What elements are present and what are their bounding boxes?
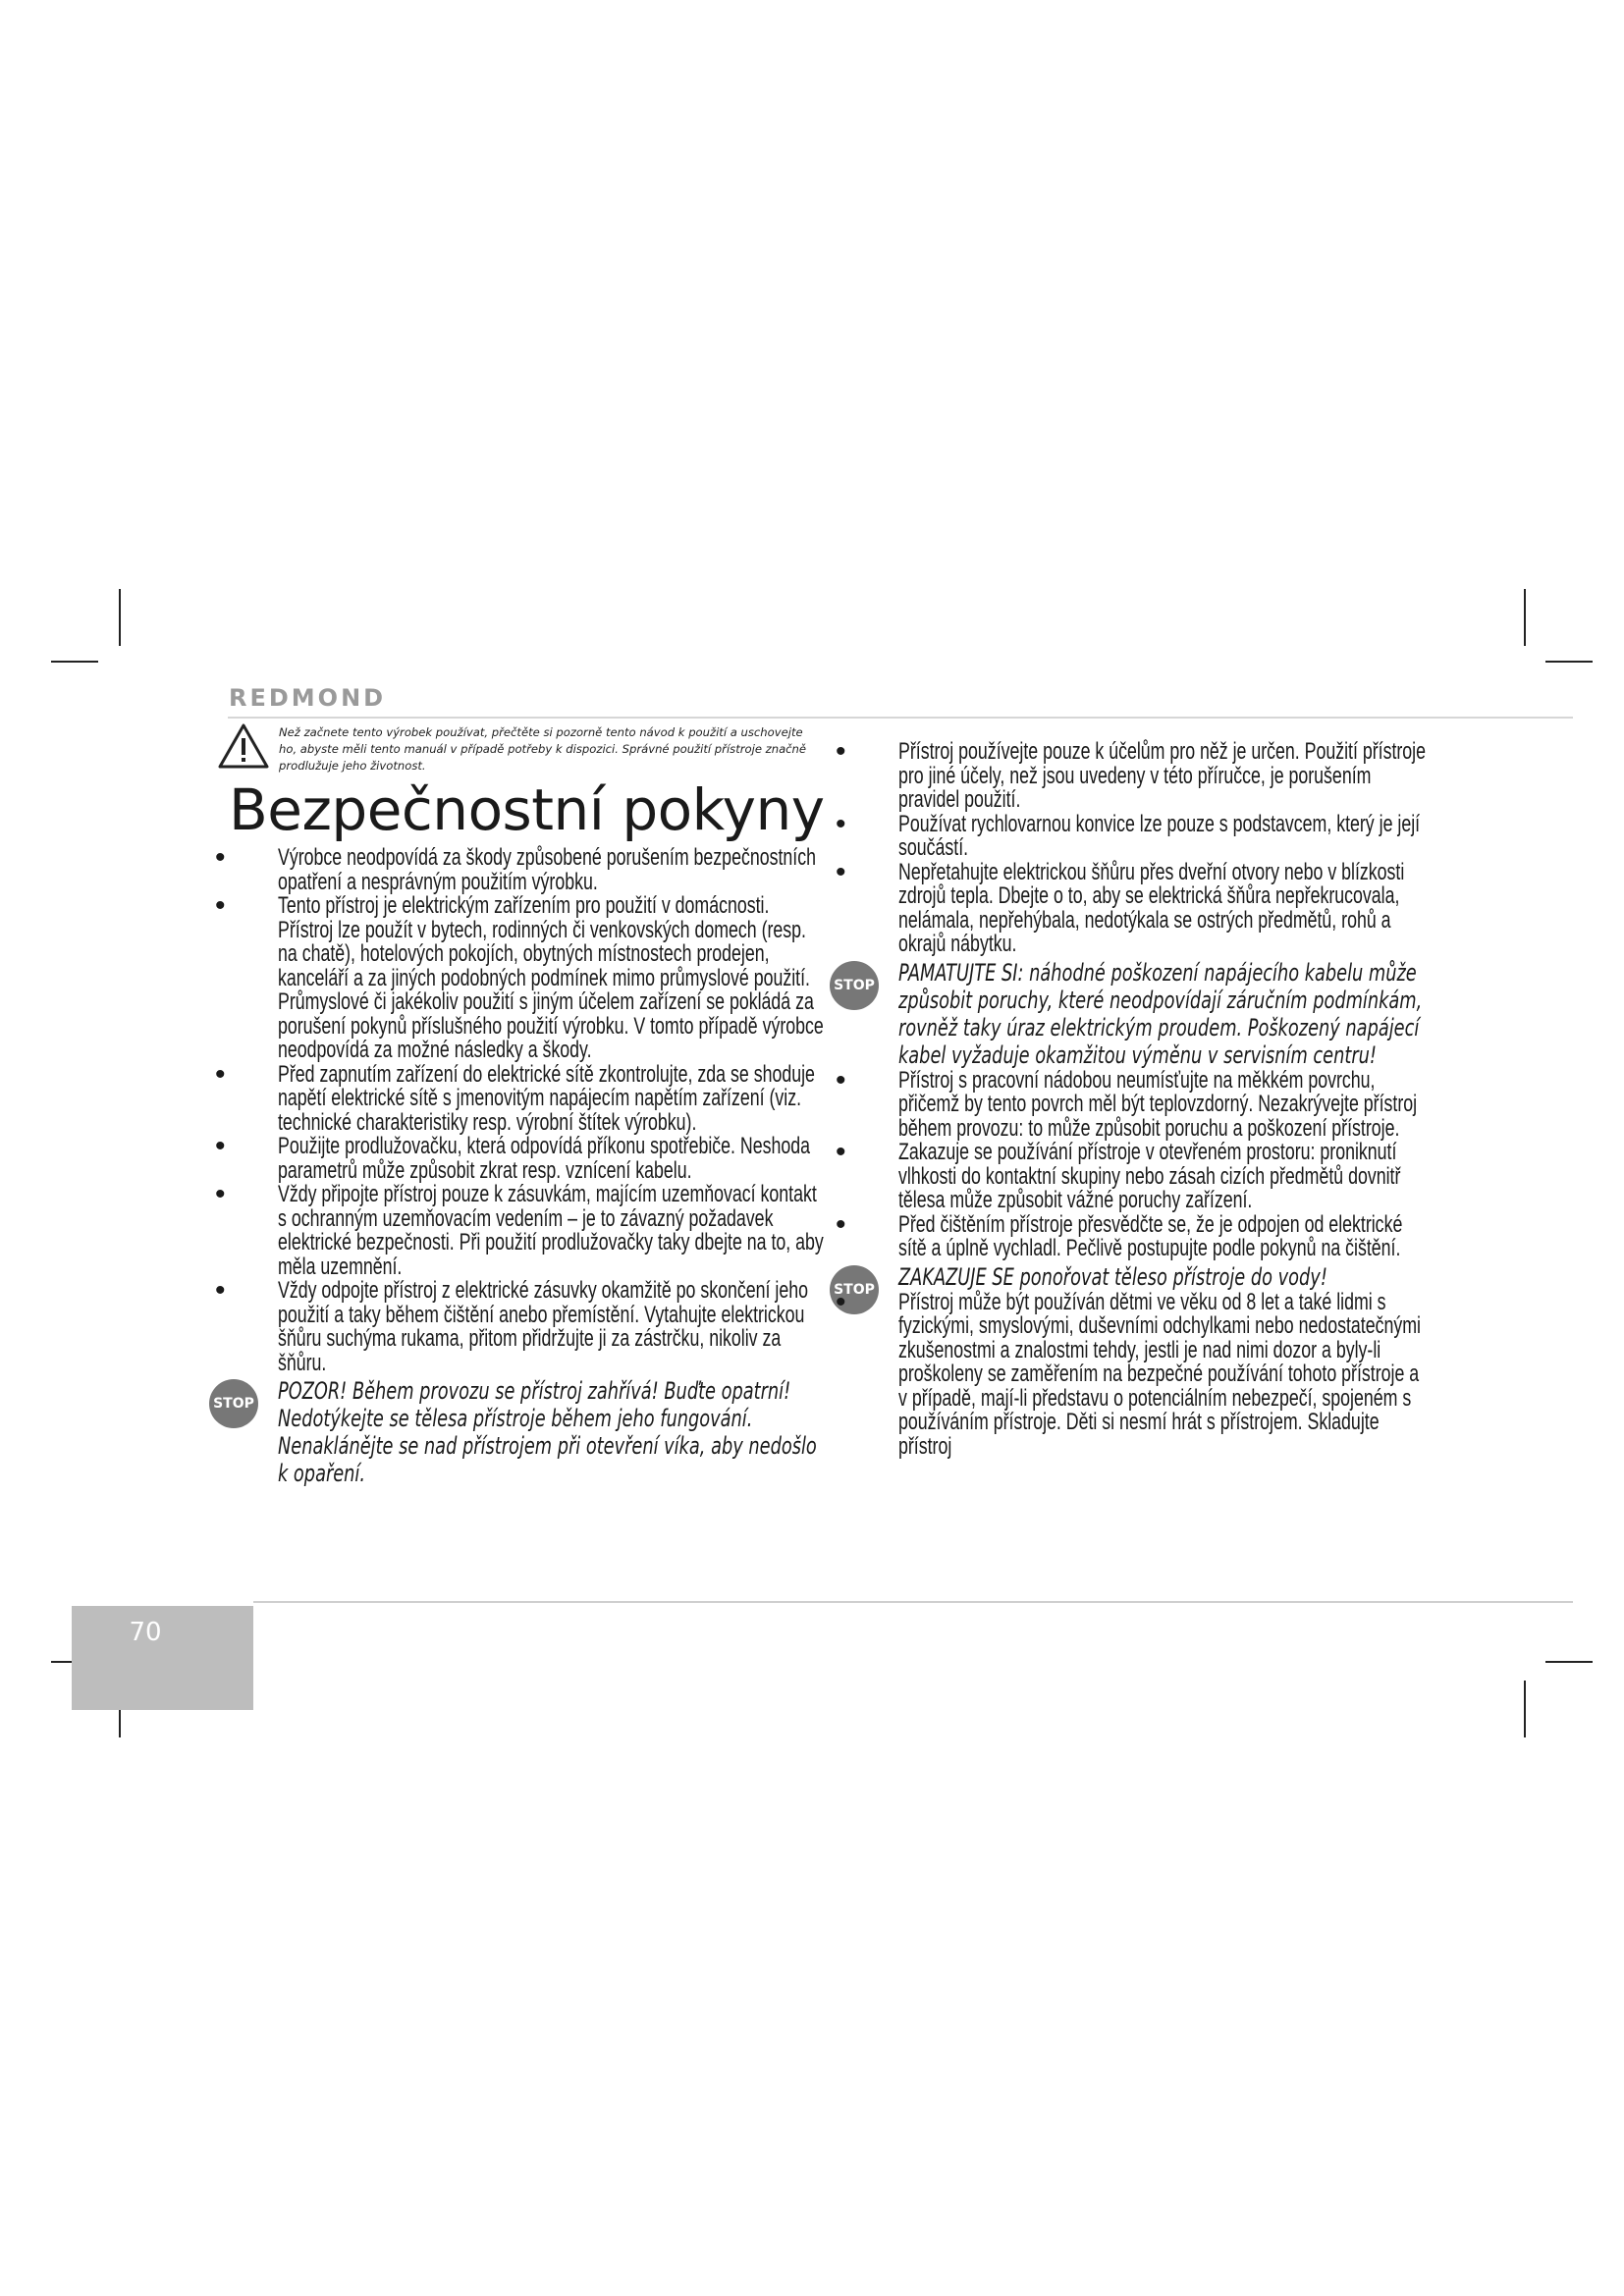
warning-triangle-icon xyxy=(218,722,269,770)
list-item: • Přístroj může být používán dětmi ve věku od 8 let a také lidmi s fyzickými, smyslovými, duševními odchylkami nebo nedostatečnými zkušenostmi a znalostmi tehdy, jestli je nad nimi dozor a byly-li proškoleny se zaměřením na bezpečné používání tohoto přístroje a v případě, mají-li představu o potenciálním nebezpečí, spojeném s používáním přístroje. Děti si nesmí hrát s přístrojem. Skladujte přístroj xyxy=(830,1291,1431,1460)
crop-mark xyxy=(119,589,121,646)
right-column xyxy=(830,740,1431,1459)
list-item: • Přístroj s pracovní nádobou neumísťujte na měkkém povrchu, přičemž by tento povrch měl být teplovzdorný. Nezakrývejte přístroj během provozu: to může způsobit poruchu a poškození přístroje. xyxy=(830,1069,1431,1142)
page-number-box xyxy=(72,1606,253,1710)
crop-mark xyxy=(1524,1681,1526,1737)
brand-logo: REDMOND xyxy=(229,684,387,712)
intro-note: Než začnete tento výrobek používat, přečtěte si pozorně tento návod k použití a uschovejte ho, abyste měli tento manuál v případě potřeby k dispozici. Správné použití přístroje značně prodlužuje jeho životnost. xyxy=(279,725,807,773)
page-title: Bezpečnostní pokyny xyxy=(229,776,825,843)
stop-warning: STOP ZAKAZUJE SE ponořovat těleso přístroje do vody! xyxy=(830,1263,1431,1291)
stop-warning: STOP PAMATUJTE SI: náhodné poškození napájecího kabelu může způsobit poruchy, které neodpovídají záručním podmínkám, rovněž taky úraz elektrickým proudem. Poškozený napájecí kabel vyžaduje okamžitou výměnu v servisním centru! xyxy=(830,959,1431,1069)
list-item: • Před zapnutím zařízení do elektrické sítě zkontrolujte, zda se shoduje napětí elektrické sítě s jmenovitým napájecím napětím zařízení (viz. technické charakteristiky resp. výrobní štítek výrobku). xyxy=(209,1063,828,1136)
list-item: • Přístroj používejte pouze k účelům pro něž je určen. Použití přístroje pro jiné účely, než jsou uvedeny v této příručce, je porušením pravidel použití. xyxy=(830,740,1431,813)
list-item: • Nepřetahujte elektrickou šňůru přes dveřní otvory nebo v blízkosti zdrojů tepla. Dbejte o to, aby se elektrická šňůra nepřekrucovala, nelámala, nepřehýbala, nedotýkala se ostrých předmětů, rohů a okrajů nábytku. xyxy=(830,861,1431,957)
list-item: • Před čištěním přístroje přesvědčte se, že je odpojen od elektrické sítě a úplně vychladl. Pečlivě postupujte podle pokynů na čištění. xyxy=(830,1213,1431,1261)
stop-icon: STOP xyxy=(209,1379,258,1428)
list-item: • Zakazuje se používání přístroje v otevřeném prostoru: proniknutí vlhkosti do kontaktní skupiny nebo zásah cizích předmětů dovnitř tělesa může způsobit vážné poruchy zařízení. xyxy=(830,1141,1431,1213)
list-item: • Používat rychlovarnou konvice lze pouze s podstavcem, který je její součástí. xyxy=(830,813,1431,861)
crop-mark xyxy=(1524,589,1526,646)
list-item: • Vždy odpojte přístroj z elektrické zásuvky okamžitě po skončení jeho použití a taky během čištění anebo přemístění. Vytahujte elektrickou šňůru suchýma rukama, přitom přidržujte ji za zástrčku, nikoliv za šňůru. xyxy=(209,1279,828,1375)
footer-rule xyxy=(253,1601,1573,1603)
list-item: • Výrobce neodpovídá za škody způsobené porušením bezpečnostních opatření a nesprávným použitím výrobku. xyxy=(209,846,828,894)
crop-mark xyxy=(1545,661,1593,663)
list-item: • Použijte prodlužovačku, která odpovídá příkonu spotřebiče. Neshoda parametrů může způsobit zkrat resp. vznícení kabelu. xyxy=(209,1135,828,1183)
header-rule xyxy=(228,717,1573,719)
stop-icon: STOP xyxy=(830,961,879,1010)
page-number: 70 xyxy=(129,1618,162,1647)
left-column xyxy=(209,846,828,1487)
crop-mark xyxy=(51,661,98,663)
crop-mark xyxy=(1545,1661,1593,1663)
list-item: • Tento přístroj je elektrickým zařízením pro použití v domácnosti. Přístroj lze použít v bytech, rodinných či venkovských domech (resp. na chatě), hotelových pokojích, obytných místnostech prodejen, kanceláří a za jiných podobných podmínek mimo průmyslové použití. Průmyslové či jakékoliv použití s jiným účelem zařízení se pokládá za porušení pokynů příslušného použití výrobku. V tomto případě výrobce neodpovídá za možné následky a škody. xyxy=(209,894,828,1063)
stop-warning: STOP POZOR! Během provozu se přístroj zahřívá! Buďte opatrní! Nedotýkejte se tělesa přístroje během jeho fungování. Nenaklánějte se nad přístrojem při otevření víka, aby nedošlo k opaření. xyxy=(209,1377,828,1487)
list-item: • Vždy připojte přístroj pouze k zásuvkám, majícím uzemňovací kontakt s ochranným uzemňovacím vedením – je to závazný požadavek elektrické bezpečnosti. Při použití prodlužovačky taky dbejte na to, aby měla uzemnění. xyxy=(209,1183,828,1279)
stop-icon: STOP xyxy=(830,1265,879,1314)
